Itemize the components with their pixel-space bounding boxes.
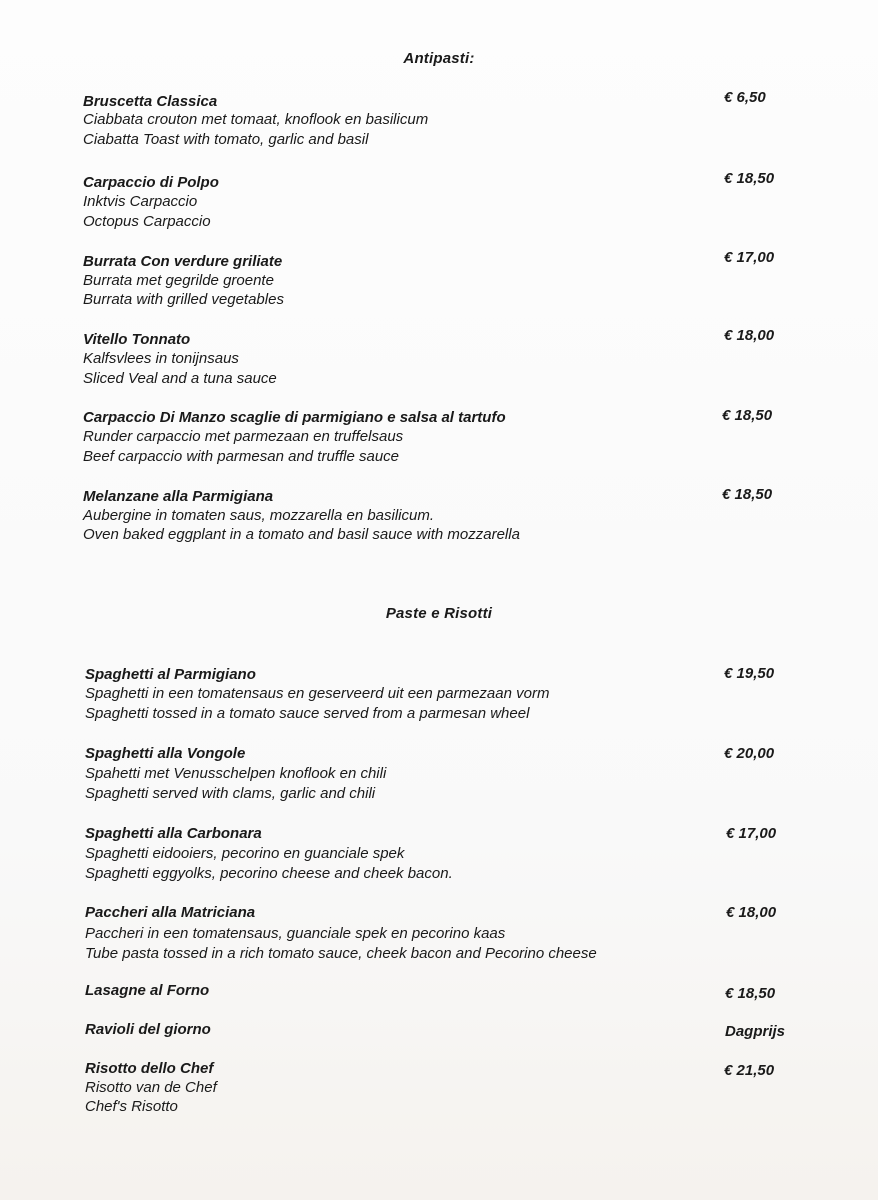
item-desc-nl: Risotto van de Chef: [85, 1079, 217, 1096]
item-name: Bruscetta Classica: [83, 93, 218, 110]
item-name: Melanzane alla Parmigiana: [83, 488, 274, 505]
item-desc-nl: Aubergine in tomaten saus, mozzarella en basilicum.: [83, 507, 435, 524]
item-name: Ravioli del giorno: [85, 1021, 211, 1038]
item-desc-nl: Runder carpaccio met parmezaan en truffelsaus: [83, 428, 404, 445]
item-desc-en: Tube pasta tossed in a rich tomato sauce, cheek bacon and Pecorino cheese: [85, 945, 597, 962]
item-name: Carpaccio Di Manzo scaglie di parmigiano e salsa al tartufo: [83, 409, 506, 426]
section-title-antipasti: Antipasti:: [403, 50, 475, 67]
item-name: Risotto dello Chef: [85, 1060, 214, 1077]
item-price: € 6,50: [724, 89, 766, 106]
item-price: € 18,00: [724, 327, 775, 344]
item-name: Burrata Con verdure griliate: [83, 253, 283, 270]
item-desc-en: Chef's Risotto: [85, 1098, 178, 1115]
item-desc-en: Sliced Veal and a tuna sauce: [83, 370, 277, 387]
item-name: Lasagne al Forno: [85, 982, 210, 999]
item-desc-en: Spaghetti tossed in a tomato sauce served from a parmesan wheel: [85, 705, 530, 722]
item-price: € 17,00: [724, 249, 775, 266]
item-price: € 18,00: [726, 904, 777, 921]
item-desc-en: Octopus Carpaccio: [83, 213, 211, 230]
item-price: Dagprijs: [725, 1023, 786, 1040]
item-price: € 20,00: [724, 745, 775, 762]
section-title-paste: Paste e Risotti: [385, 605, 493, 622]
item-price: € 19,50: [724, 665, 775, 682]
item-desc-nl: Burrata met gegrilde groente: [83, 272, 274, 289]
item-name: Spaghetti alla Vongole: [85, 745, 246, 762]
item-name: Carpaccio di Polpo: [83, 174, 219, 191]
item-name: Spaghetti alla Carbonara: [85, 825, 262, 842]
item-desc-en: Burrata with grilled vegetables: [83, 291, 284, 308]
item-desc-nl: Spahetti met Venusschelpen knoflook en chili: [85, 765, 387, 782]
item-desc-en: Oven baked eggplant in a tomato and basil sauce with mozzarella: [83, 526, 520, 543]
item-desc-nl: Paccheri in een tomatensaus, guanciale spek en pecorino kaas: [85, 925, 506, 942]
item-desc-en: Ciabatta Toast with tomato, garlic and basil: [83, 131, 369, 148]
item-price: € 18,50: [724, 170, 775, 187]
item-price: € 18,50: [722, 407, 773, 424]
item-name: Spaghetti al Parmigiano: [85, 666, 256, 683]
item-price: € 17,00: [726, 825, 777, 842]
item-desc-nl: Kalfsvlees in tonijnsaus: [83, 350, 239, 367]
item-desc-nl: Spaghetti in een tomatensaus en geserveerd uit een parmezaan vorm: [85, 685, 550, 702]
item-name: Paccheri alla Matriciana: [85, 904, 256, 921]
item-desc-nl: Ciabbata crouton met tomaat, knoflook en basilicum: [83, 111, 429, 128]
item-price: € 21,50: [724, 1062, 775, 1079]
item-desc-en: Spaghetti eggyolks, pecorino cheese and cheek bacon.: [85, 865, 453, 882]
item-desc-en: Beef carpaccio with parmesan and truffle sauce: [83, 448, 400, 465]
item-desc-en: Spaghetti served with clams, garlic and chili: [85, 785, 376, 802]
item-name: Vitello Tonnato: [83, 331, 191, 348]
item-desc-nl: Spaghetti eidooiers, pecorino en guanciale spek: [85, 845, 405, 862]
item-price: € 18,50: [722, 486, 773, 503]
item-desc-nl: Inktvis Carpaccio: [83, 193, 198, 210]
item-price: € 18,50: [725, 985, 776, 1002]
